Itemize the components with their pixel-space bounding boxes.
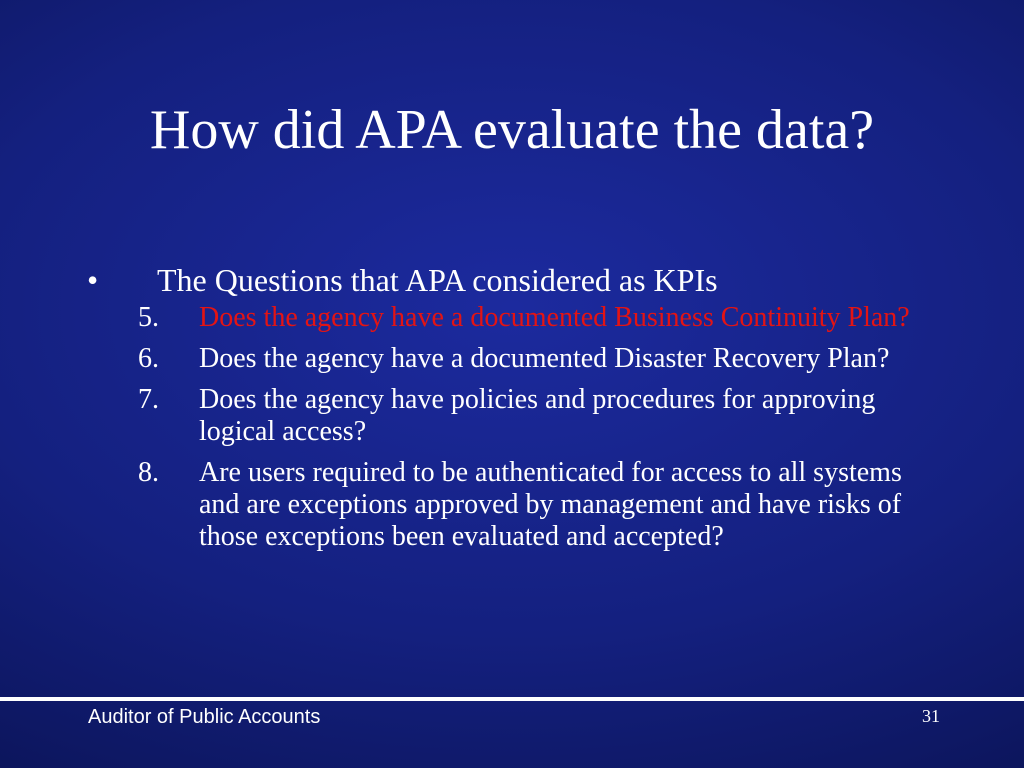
footer-organization: Auditor of Public Accounts [88,706,321,728]
question-number: 5. [138,302,159,333]
bullet-text: The Questions that APA considered as KPIs [157,262,718,298]
question-item-5 [0,302,1024,334]
slide-page-number: 31 [922,706,940,726]
question-item-7 [0,384,1024,448]
footer-divider [0,697,1024,701]
question-number: 6. [138,343,159,374]
slide-content [0,258,1024,562]
bullet-item [0,258,1024,302]
question-text: Does the agency have a documented Disaster Recovery Plan? [199,343,890,374]
question-text: Does the agency have a documented Business Continuity Plan? [199,302,910,333]
question-item-6 [0,343,1024,375]
slide-title: How did APA evaluate the data? [149,99,875,161]
question-text: Does the agency have policies and procedures for approving logical access? [199,384,876,447]
question-text: Are users required to be authenticated for access to all systems and are exceptions approved by management and have risks of those exceptions been evaluated and accepted? [199,457,902,552]
question-item-8 [0,457,1024,553]
question-number: 7. [138,384,159,415]
question-number: 8. [138,457,159,488]
bullet-marker: • [87,262,99,298]
